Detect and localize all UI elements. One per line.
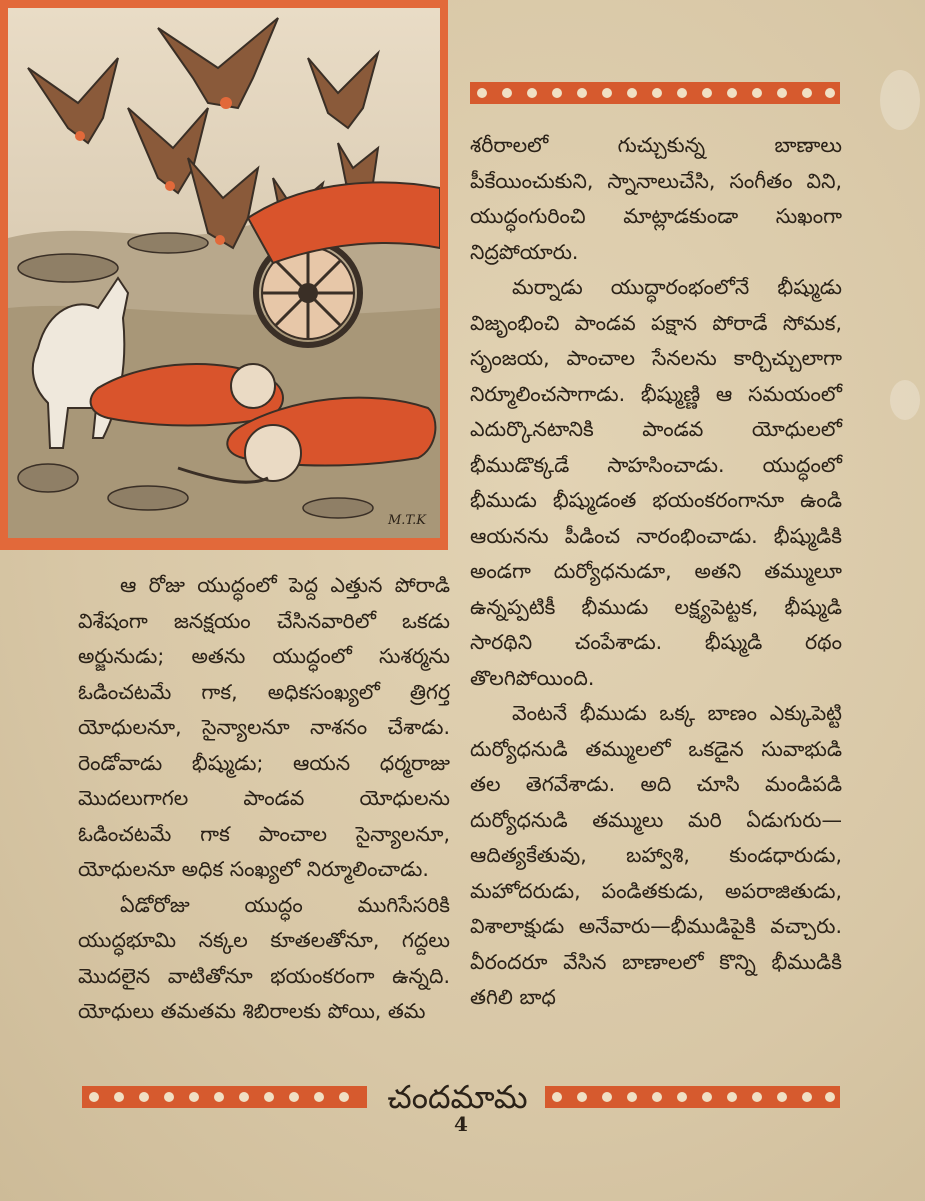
decorative-border-footer-right <box>545 1086 840 1108</box>
page-number: 4 <box>454 1112 468 1136</box>
paper-stain <box>890 380 920 420</box>
right-text-column <box>470 128 842 1016</box>
paragraph: శరీరాలలో గుచ్చుకున్న బాణాలు పీకేయించుకుని, స్నానాలుచేసి, సంగీతం విని, యుద్ధంగురించి మాట్లాడకుండా సుఖంగా నిద్రపోయారు. <box>470 133 842 264</box>
artist-signature: M.T.K <box>387 513 426 528</box>
paragraph: ఆ రోజు యుద్ధంలో పెద్ద ఎత్తున పోరాడి విశేషంగా జనక్షయం చేసినవారిలో ఒకడు అర్జునుడు; అతను యుద్ధంలో సుశర్మను ఓడించటమే గాక, అధికసంఖ్యలో త్రిగర్త యోధులనూ, సైన్యాలనూ నాశనం చేశాడు. రెండోవాడు భీష్ముడు; ఆయన ధర్మరాజు మొదలుగాగల పాండవ యోధులను ఓడించటమే గాక పాంచాల సైన్యాలనూ, యోధులనూ అధిక సంఖ్యలో నిర్మూలించాడు. <box>78 573 450 881</box>
paragraph: మర్నాడు యుద్ధారంభంలోనే భీష్ముడు విజృంభించి పాండవ పక్షాన పోరాడే సోమక, సృంజయ, పాంచాల సేనలను కార్చిచ్చులాగా నిర్మూలించసాగాడు. భీష్ముణ్ణి ఆ సమయంలో ఎదుర్కొనటానికి పాండవ యోధులలో భీముడొక్కడే సాహసించాడు. యుద్ధంలో భీముడు భీష్ముడంత భయంకరంగానూ ఉండి ఆయనను పీడించ నారంభించాడు. భీష్ముడికి అండగా దుర్యోధనుడూ, అతని తమ్ములూ ఉన్నప్పటికీ భీముడు లక్ష్యపెట్టక, భీష్ముడి సారథిని చంపేశాడు. భీష్ముడి రథం తొలగిపోయింది. <box>470 275 842 690</box>
paper-stain <box>880 70 920 130</box>
left-text-column <box>78 568 450 1030</box>
magazine-title: చందమామ <box>387 1078 528 1116</box>
paragraph: ఏడోరోజు యుద్ధం ముగిసేసరికి యుద్ధభూమి నక్కల కూతలతోనూ, గద్దలు మొదలైన వాటితోనూ భయంకరంగా ఉన్నది. యోధులు తమతమ శిబిరాలకు పోయి, తమ <box>78 892 450 1023</box>
battlefield-illustration <box>0 0 448 550</box>
paragraph: వెంటనే భీముడు ఒక్క బాణం ఎక్కుపెట్టి దుర్యోధనుడి తమ్ములలో ఒకడైన సువాభుడి తల తెగవేశాడు. అది చూసి మండిపడి దుర్యోధనుడి తమ్ములు మరి ఏడుగురు—ఆదిత్యకేతువు, బహ్వాశి, కుండధారుడు, మహోదరుడు, పండితకుడు, అపరాజితుడు, విశాలాక్షుడు అనేవారు—భీముడిపైకి వచ్చారు. వీరందరూ వేసిన బాణాలలో కొన్ని భీముడికి తగిలి బాధ <box>470 701 842 1009</box>
decorative-border-footer-left <box>82 1086 367 1108</box>
decorative-border-top <box>470 82 840 104</box>
battlefield-drawing <box>8 8 440 538</box>
